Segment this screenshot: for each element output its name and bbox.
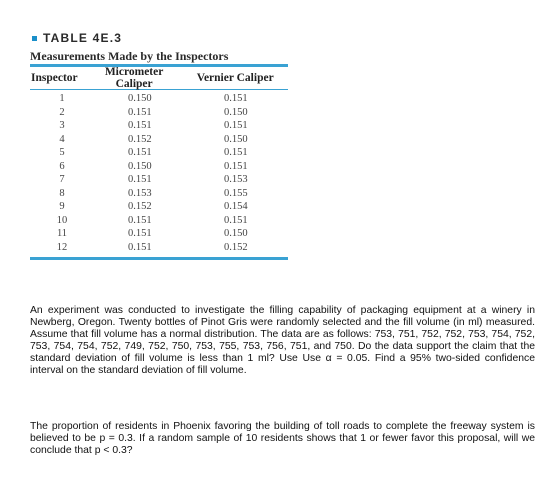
header-vernier: Vernier Caliper bbox=[196, 72, 274, 84]
cell-inspector: 6 bbox=[59, 160, 65, 172]
cell-vernier: 0.151 bbox=[224, 214, 248, 226]
cell-vernier: 0.151 bbox=[224, 160, 248, 172]
cell-inspector: 4 bbox=[59, 133, 65, 145]
cell-vernier: 0.150 bbox=[224, 228, 248, 240]
cell-micrometer: 0.151 bbox=[128, 147, 152, 159]
table-row bbox=[30, 173, 288, 187]
table-row bbox=[30, 227, 288, 241]
cell-vernier: 0.153 bbox=[224, 174, 248, 186]
cell-micrometer: 0.152 bbox=[128, 133, 152, 145]
problem-paragraph-toll-roads: The proportion of residents in Phoenix favoring the building of toll roads to complete the freeway system is believed to be p = 0.3. If a random sample of 10 residents shows that 1 or fewer favor this proposal, will we conclude that p < 0.3? bbox=[30, 421, 535, 456]
cell-micrometer: 0.151 bbox=[128, 214, 152, 226]
table-row bbox=[30, 200, 288, 214]
cell-vernier: 0.152 bbox=[224, 241, 248, 253]
header-inspector: Inspector bbox=[31, 72, 78, 84]
table-caption: Measurements Made by the Inspectors bbox=[30, 49, 229, 63]
table-row bbox=[30, 92, 288, 106]
cell-micrometer: 0.150 bbox=[128, 93, 152, 105]
cell-micrometer: 0.151 bbox=[128, 174, 152, 186]
cell-micrometer: 0.153 bbox=[128, 187, 152, 199]
header-micrometer: Micrometer Caliper bbox=[104, 66, 164, 90]
cell-inspector: 11 bbox=[56, 228, 68, 240]
table-body bbox=[30, 90, 288, 257]
cell-vernier: 0.151 bbox=[224, 93, 248, 105]
table-row bbox=[30, 214, 288, 228]
cell-inspector: 1 bbox=[59, 93, 65, 105]
table-row bbox=[30, 106, 288, 120]
cell-inspector: 7 bbox=[59, 174, 65, 186]
table-title bbox=[30, 30, 288, 46]
cell-micrometer: 0.152 bbox=[128, 201, 152, 213]
cell-micrometer: 0.151 bbox=[128, 120, 152, 132]
cell-inspector: 10 bbox=[56, 214, 68, 226]
cell-inspector: 2 bbox=[59, 106, 65, 118]
table-row bbox=[30, 146, 288, 160]
measurements-table bbox=[30, 30, 288, 260]
cell-inspector: 12 bbox=[56, 241, 68, 253]
cell-vernier: 0.154 bbox=[224, 201, 248, 213]
table-row bbox=[30, 187, 288, 201]
cell-inspector: 9 bbox=[59, 201, 65, 213]
cell-micrometer: 0.150 bbox=[128, 160, 152, 172]
cell-inspector: 5 bbox=[59, 147, 65, 159]
table-row bbox=[30, 119, 288, 133]
table-row bbox=[30, 160, 288, 174]
cell-micrometer: 0.151 bbox=[128, 241, 152, 253]
cell-vernier: 0.155 bbox=[224, 187, 248, 199]
cell-micrometer: 0.151 bbox=[128, 228, 152, 240]
cell-vernier: 0.151 bbox=[224, 147, 248, 159]
cell-vernier: 0.150 bbox=[224, 106, 248, 118]
table-row bbox=[30, 241, 288, 255]
cell-micrometer: 0.151 bbox=[128, 106, 152, 118]
cell-inspector: 8 bbox=[59, 187, 65, 199]
square-bullet-icon bbox=[32, 36, 37, 41]
cell-vernier: 0.151 bbox=[224, 120, 248, 132]
cell-inspector: 3 bbox=[59, 120, 65, 132]
table-row bbox=[30, 133, 288, 147]
table-label: TABLE 4E.3 bbox=[43, 31, 123, 45]
bottom-rule bbox=[30, 257, 288, 260]
table-header-row bbox=[30, 67, 288, 89]
problem-paragraph-wine: An experiment was conducted to investigate the filling capability of packaging equipment at a winery in Newberg, Oregon. Twenty bottles of Pinot Gris were randomly selected and the fill volume (in ml) measured. Assume that fill volume has a normal distribution. The data are as follows: 753, 751, 752, 752, 753, 754, 752, 753, 754, 754, 752, 749, 752, 750, 753, 755, 753, 756, 751, and 750. Do the data support the claim that the standard deviation of fill volume is less than 1 ml? Use Use α = 0.05. Find a 95% two-sided confidence interval on the standard deviation of fill volume. bbox=[30, 305, 535, 376]
cell-vernier: 0.150 bbox=[224, 133, 248, 145]
